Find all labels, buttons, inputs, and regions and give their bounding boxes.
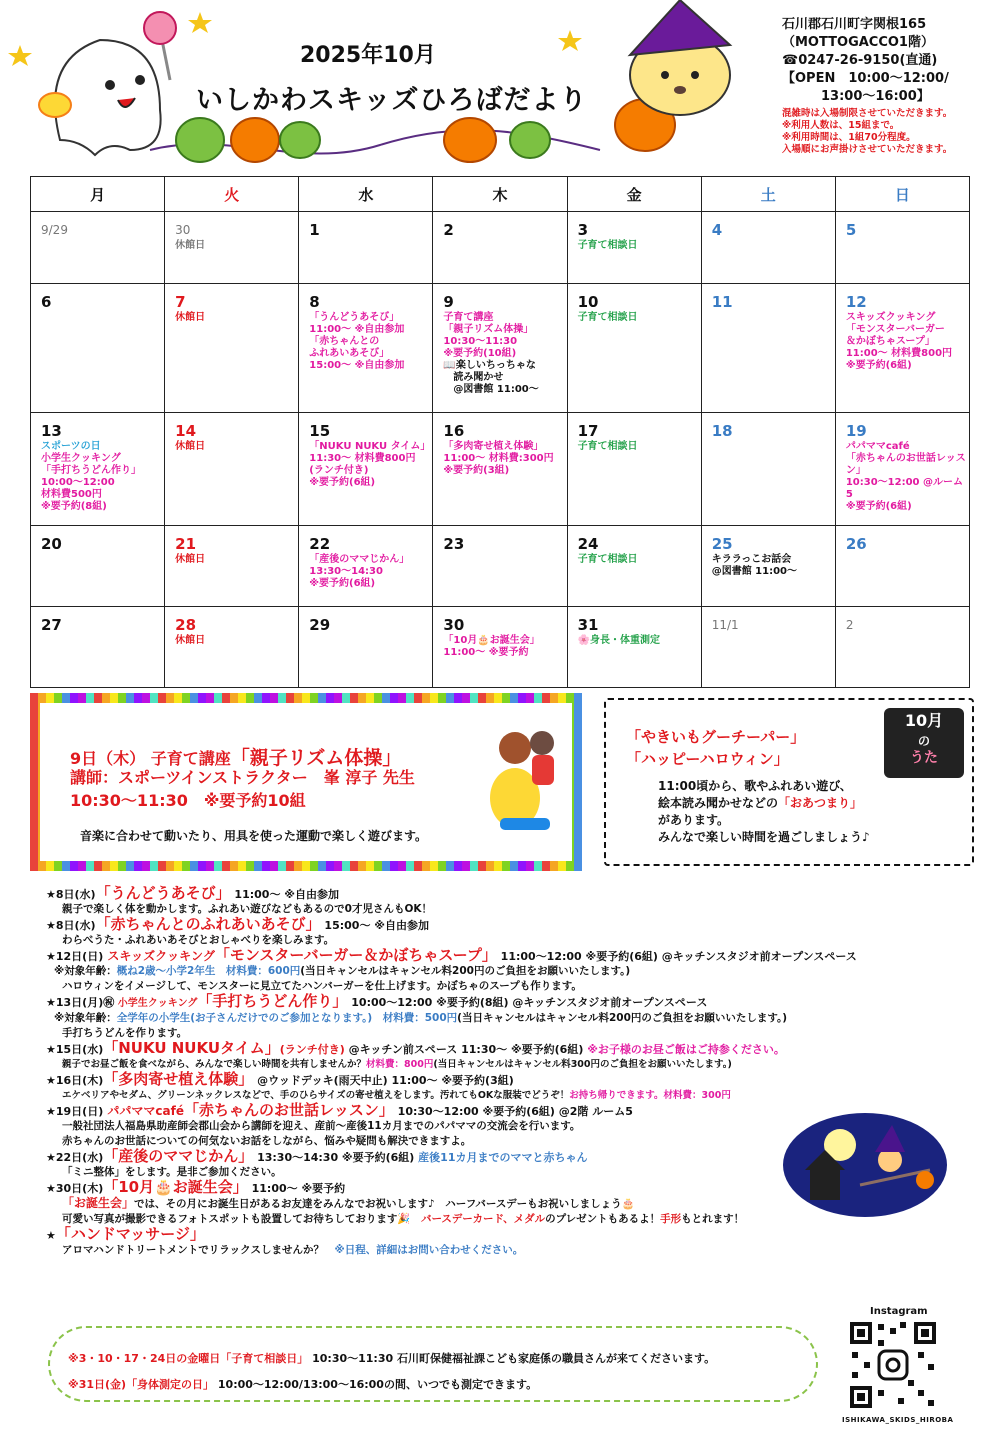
calendar-body xyxy=(31,212,970,688)
day-event-line: ※要予約(6組) xyxy=(845,360,912,371)
day-number: 7 xyxy=(175,293,186,311)
calendar-day-cell xyxy=(835,413,969,526)
event-detail-text: エケベリアやセダム、グリーンネックレスなどで、手のひらサイズの寄せ植えをします。汚れてもOKな服装でどうぞ！ xyxy=(62,1090,570,1101)
day-number: 19 xyxy=(845,422,867,440)
event-detail-highlight: バースデーカード、メダル xyxy=(420,1213,546,1225)
day-number: 3 xyxy=(577,221,588,239)
day-event-line: 休館日 xyxy=(175,635,206,646)
event-title: 「手打ちうどん作り」 xyxy=(197,992,348,1010)
event-detail-highlight: 概ね2歳～小学2年生 材料費：600円 xyxy=(116,965,301,977)
instagram-icon xyxy=(879,1351,907,1379)
lecture-title: 「親子リズム体操」 xyxy=(230,747,402,769)
song-title-1: 「やきいもグーチーパー」 xyxy=(626,728,806,746)
calendar-week-row xyxy=(31,607,970,688)
event-title: 「ハンドマッサージ」 xyxy=(55,1225,205,1243)
note-line: 混雑時は入場制限させていただきます。 xyxy=(782,108,953,119)
day-event-line: 13:30～14:30 xyxy=(309,566,383,577)
event-detail-text: では、その月にお誕生日があるお友達をみんなでお祝いします♪ ハーフバースデーもお祝いしましょう🎂 xyxy=(134,1198,635,1210)
calendar-day-cell xyxy=(433,212,567,284)
day-event-line: 15:00～ ※自由参加 xyxy=(309,360,405,371)
weekday-tue: 火 xyxy=(165,177,299,212)
day-number: 11 xyxy=(711,293,733,311)
calendar-day-cell xyxy=(31,607,165,688)
day-event-line: ＆かぼちゃスープ」 xyxy=(845,336,935,347)
day-event-line: ※要予約(6組) xyxy=(309,477,376,488)
witch-night-illustration xyxy=(780,1110,950,1220)
day-number: 21 xyxy=(175,535,197,553)
day-event-line: 材料費500円 xyxy=(41,489,102,500)
day-number: 24 xyxy=(577,535,599,553)
day-event-line: 「赤ちゃんとの xyxy=(309,336,380,347)
day-event-line: 11:00～ ※自由参加 xyxy=(309,324,405,335)
day-event-line: 11:00～ 材料費:300円 xyxy=(443,453,554,464)
event-detail-label: ※対象年齢： xyxy=(54,965,117,977)
event-info: 13:30～14:30 ※要予約(6組) xyxy=(253,1151,419,1164)
calendar-day-cell xyxy=(31,526,165,607)
page-year-month: 2025年10月 xyxy=(300,43,436,68)
calendar-day-cell xyxy=(701,526,835,607)
event-title: 「多肉寄せ植え体験」 xyxy=(103,1070,254,1088)
weekday-fri: 金 xyxy=(567,177,701,212)
weekday-sat: 土 xyxy=(701,177,835,212)
event-detail xyxy=(30,964,950,979)
event-info: @ウッドデッキ(雨天中止) 11:00～ ※要予約(3組) xyxy=(253,1074,514,1087)
day-event-line: 「多肉寄せ植え体験」 xyxy=(443,441,544,452)
calendar-day-cell xyxy=(433,284,567,413)
day-number: 8 xyxy=(309,293,320,311)
calendar-day-cell xyxy=(567,212,701,284)
day-number: 11/1 xyxy=(711,618,739,632)
day-number: 9 xyxy=(443,293,454,311)
day-event-line: 休館日 xyxy=(175,554,206,565)
calendar-day-cell xyxy=(433,607,567,688)
day-event-line: 休館日 xyxy=(175,312,206,323)
weekday-sun: 日 xyxy=(835,177,969,212)
calendar-day-cell xyxy=(31,413,165,526)
note-line: ※利用時間は、1組70分程度。 xyxy=(782,132,916,143)
calendar-week-row xyxy=(31,413,970,526)
event-info: 10:00～12:00 ※要予約(8組) @キッチンスタジオ前オープンスペース xyxy=(347,996,708,1009)
event-detail-text: (当日キャンセルはキャンセル料200円のご負担をお願いいたします。) xyxy=(457,1012,788,1024)
calendar-day-cell xyxy=(165,284,299,413)
event-detail-highlight: ※日程、詳細はお問い合わせください。 xyxy=(334,1244,524,1256)
day-event-line: 「NUKU NUKU タイム」 xyxy=(309,441,431,452)
day-number: 1 xyxy=(309,221,320,239)
ghost-icon xyxy=(55,40,161,155)
witch-dog-icon xyxy=(630,0,730,115)
instagram-handle: ISHIKAWA_SKIDS_HIROBA xyxy=(842,1416,954,1424)
day-event-line: 休館日 xyxy=(175,441,206,452)
calendar-day-cell xyxy=(299,413,433,526)
day-number: 23 xyxy=(443,535,465,553)
calendar-day-cell xyxy=(433,526,567,607)
event-category: 小学生クッキング xyxy=(114,998,198,1009)
calendar-day-cell xyxy=(299,212,433,284)
song-text: 絵本読み聞かせなどの xyxy=(658,796,779,810)
song-title-2: 「ハッピーハロウィン」 xyxy=(626,750,789,768)
consultation-line xyxy=(68,1350,715,1366)
event-row xyxy=(30,994,950,1011)
day-number: 30 xyxy=(443,616,465,634)
song-description xyxy=(658,778,870,846)
day-number: 14 xyxy=(175,422,197,440)
day-event-line: 10:00～12:00 xyxy=(41,477,115,488)
day-event-line: パパママcafé xyxy=(845,441,910,452)
day-number: 12 xyxy=(845,293,867,311)
measurement-title: 「身体測定の日」 xyxy=(126,1378,215,1391)
calendar-day-cell xyxy=(165,413,299,526)
event-detail-highlight: お持ち帰りできます。材料費：300円 xyxy=(569,1090,731,1101)
day-number: 27 xyxy=(41,616,62,634)
day-event-line: 子育て相談日 xyxy=(577,240,638,251)
event-date: ★13日(月)㊗ xyxy=(46,996,115,1009)
calendar-day-cell xyxy=(299,284,433,413)
day-event-line: (ランチ付き) xyxy=(309,465,369,476)
day-number: 15 xyxy=(309,422,331,440)
event-date: ★ xyxy=(46,1229,56,1242)
event-detail xyxy=(30,1011,950,1026)
event-detail: ハロウィンをイメージして、モンスターに見立てたハンバーガーを仕上げます。かぼちゃのスープも作ります。 xyxy=(62,980,582,992)
day-event-line: 「うんどうあそび」 xyxy=(309,312,400,323)
consultation-info: 10:30～11:30 石川町保健福祉課こども家庭係の職員さんが来てくださいます。 xyxy=(308,1352,716,1365)
event-detail-highlight: 材料費：800円 xyxy=(366,1059,434,1070)
event-info: 10:30～12:00 ※要予約(6組) @2階 ルーム5 xyxy=(393,1105,633,1118)
consultation-date: ※3・10・17・24日の金曜日 xyxy=(68,1352,221,1365)
consultation-title: 「子育て相談日」 xyxy=(220,1352,309,1365)
event-info: @キッチン前スペース 11:30～ ※要予約(6組) xyxy=(344,1043,588,1056)
address-block xyxy=(782,16,992,106)
event-row xyxy=(30,1227,950,1243)
event-row xyxy=(30,1041,950,1057)
mother-child-illustration xyxy=(480,723,570,833)
day-event-line: 子育て講座 xyxy=(443,312,494,323)
event-detail-text: もとれます！ xyxy=(681,1213,745,1225)
calendar-day-cell xyxy=(567,607,701,688)
day-event-line: 11:00～ ※要予約 xyxy=(443,647,529,658)
day-event-line: 読み聞かせ xyxy=(443,372,504,383)
calendar-day-cell xyxy=(165,607,299,688)
event-detail: 手打ちうどんを作ります。 xyxy=(62,1027,188,1039)
event-info: 11:00～12:00 ※要予約(6組) @キッチンスタジオ前オープンスペース xyxy=(496,950,857,963)
day-event-line: ※要予約(3組) xyxy=(443,465,510,476)
candy-icon xyxy=(39,93,71,117)
event-date: ★8日(水) xyxy=(46,919,96,932)
event-title: 「産後のママじかん」 xyxy=(103,1147,254,1165)
event-info: 11:00～ ※要予約 xyxy=(247,1182,346,1195)
event-title: 「10月🎂お誕生会」 xyxy=(103,1178,248,1196)
calendar-day-cell xyxy=(433,413,567,526)
day-number: 16 xyxy=(443,422,465,440)
calendar-day-cell xyxy=(165,526,299,607)
day-event-line: 子育て相談日 xyxy=(577,441,638,452)
event-date: ★12日(日) xyxy=(46,950,104,963)
day-number: 31 xyxy=(577,616,599,634)
event-info: 11:00～ ※自由参加 xyxy=(230,888,339,901)
day-number: 10 xyxy=(577,293,599,311)
day-event-line: キララっこお話会 xyxy=(711,554,792,565)
day-event-line: 10:30～11:30 xyxy=(443,336,518,347)
day-number: 2 xyxy=(443,221,454,239)
event-row xyxy=(30,948,950,964)
day-event-line: 子育て相談日 xyxy=(577,554,638,565)
day-number: 29 xyxy=(309,616,331,634)
note-line: ※利用人数は、15組まで。 xyxy=(782,120,900,131)
day-event-line: @図書館 11:00～ xyxy=(443,384,539,395)
day-number: 28 xyxy=(175,616,197,634)
day-number: 4 xyxy=(711,221,723,239)
page-title: いしかわスキッズひろばだより xyxy=(196,85,588,116)
day-event-line: ※要予約(8組) xyxy=(41,501,107,512)
badge-month: 10月 xyxy=(904,711,944,730)
day-number: 22 xyxy=(309,535,331,553)
day-event-line: スキッズクッキング xyxy=(845,312,936,323)
calendar-day-cell xyxy=(31,212,165,284)
song-highlight: 「おあつまり」 xyxy=(778,796,863,810)
event-detail: 親子で楽しく体を動かします。ふれあい遊びなどもあるので0才児さんもOK！ xyxy=(62,903,433,915)
day-number: 30 xyxy=(175,223,191,237)
day-event-line: 11:30～ 材料費800円 xyxy=(309,453,416,464)
event-detail: わらべうた・ふれあいあそびとおしゃべりを楽しみます。 xyxy=(62,934,335,946)
day-event-line: 10:30～12:00 @ルーム5 xyxy=(845,477,963,500)
event-detail: 一般社団法人福島県助産師会郡山会から講師を迎え、産前～産後11カ月までのパパママの交流会を行います。 xyxy=(62,1120,581,1132)
event-row xyxy=(30,917,950,933)
day-event-line: 「親子リズム体操」 xyxy=(443,324,534,335)
day-event-line: 🌸身長・体重測定 xyxy=(577,635,661,646)
event-detail-highlight: 手形 xyxy=(660,1213,682,1225)
day-number: 25 xyxy=(711,535,733,553)
measurement-info: 10:00～12:00/13:00～16:00の間、いつでも測定できます。 xyxy=(214,1378,538,1391)
lecture-box xyxy=(30,693,582,871)
day-event-line: ※要予約(10組) xyxy=(443,348,517,359)
calendar-week-row xyxy=(31,284,970,413)
day-event-line: @図書館 11:00～ xyxy=(711,566,798,577)
day-number: 2 xyxy=(845,618,854,632)
weekday-wed: 水 xyxy=(299,177,433,212)
day-event-line: 「10月🎂お誕生会」 xyxy=(443,635,540,646)
calendar-day-cell xyxy=(165,212,299,284)
badge-uta: うた xyxy=(910,750,938,766)
song-line xyxy=(658,795,870,812)
song-badge xyxy=(884,708,964,778)
event-row xyxy=(30,1072,950,1088)
weekday-mon: 月 xyxy=(31,177,165,212)
measurement-line xyxy=(68,1376,537,1392)
event-detail-label: ※対象年齢： xyxy=(54,1012,117,1024)
day-event-line: 11:00～ 材料費800円 xyxy=(845,348,953,359)
calendar-day-cell xyxy=(299,607,433,688)
calendar-week-row xyxy=(31,526,970,607)
calendar-table xyxy=(30,176,970,688)
day-number: 13 xyxy=(41,422,62,440)
song-line: 11:00頃から、歌やふれあい遊び、 xyxy=(658,779,852,793)
lecture-description: 音楽に合わせて動いたり、用具を使った運動で楽しく遊びます。 xyxy=(80,829,428,843)
day-event-line: 「産後のママじかん」 xyxy=(309,554,410,565)
event-detail-highlight: 全学年の小学生(お子さんだけでのご参加となります。) 材料費：500円 xyxy=(116,1012,458,1024)
event-detail xyxy=(30,1088,950,1103)
header xyxy=(0,0,1000,170)
consultation-box xyxy=(48,1326,818,1402)
calendar-day-cell xyxy=(835,284,969,413)
calendar-day-cell xyxy=(31,284,165,413)
day-event-line: 「手打ちうどん作り」 xyxy=(41,465,141,476)
day-event-line: 小学生クッキング xyxy=(41,453,121,464)
calendar-day-cell xyxy=(701,413,835,526)
event-detail-text: のプレゼントもあるよ！ xyxy=(545,1213,661,1225)
day-event-line: 休館日 xyxy=(175,240,206,251)
event-category: パパママcafé xyxy=(103,1104,184,1118)
event-detail: 「ミニ整体」をします。是非ご参加ください。 xyxy=(62,1166,282,1178)
event-category: スキッズクッキング xyxy=(103,949,215,963)
hours-line: 【OPEN 10:00～12:00/ xyxy=(782,71,949,86)
calendar-day-cell xyxy=(701,284,835,413)
event-date: ★30日(木) xyxy=(46,1182,104,1195)
day-event-line: 「赤ちゃんのお世話レッスン」 xyxy=(845,453,966,476)
event-detail-text: 可愛い写真が撮影できるフォトスポットも設置してお待ちしております🎉 xyxy=(62,1213,421,1225)
event-detail: 赤ちゃんのお世話についての何気ないお話をしながら、悩みや疑問も解決できますよ。 xyxy=(62,1135,472,1147)
event-info-highlight: 産後11カ月までのママと赤ちゃん xyxy=(418,1151,588,1164)
day-event-line: 📖楽しいちっちゃな xyxy=(443,360,536,371)
day-number: 5 xyxy=(845,221,857,239)
event-date: ★16日(木) xyxy=(46,1074,104,1087)
event-detail-text: アロマハンドトリートメントでリラックスしませんか？ xyxy=(62,1244,335,1256)
day-event-line: スポーツの日 xyxy=(41,441,101,452)
lecture-instructor: 講師：スポーツインストラクター 峯 淳子 先生 xyxy=(70,768,415,787)
song-box xyxy=(604,698,974,866)
calendar-day-cell xyxy=(299,526,433,607)
event-info-highlight: (ランチ付き) xyxy=(279,1043,345,1056)
day-number: 20 xyxy=(41,535,62,553)
calendar-day-cell xyxy=(567,413,701,526)
event-row xyxy=(30,886,950,902)
lecture-inner xyxy=(40,703,572,861)
event-detail-highlight: 「お誕生会」 xyxy=(62,1196,135,1210)
day-number: 17 xyxy=(577,422,599,440)
address-line: （MOTTOGACCO1階） xyxy=(782,35,934,50)
event-title: 「赤ちゃんのお世話レッスン」 xyxy=(183,1101,394,1119)
calendar-day-cell xyxy=(835,607,969,688)
calendar-week-row xyxy=(31,212,970,284)
day-number: 9/29 xyxy=(41,223,68,237)
badge-no: の xyxy=(917,734,930,748)
phone-line: ☎0247-26-9150(直通) xyxy=(782,53,938,68)
event-info-note: ※お子様のお昼ご飯はご持参ください。 xyxy=(587,1043,785,1056)
weekday-header-row xyxy=(31,177,970,212)
day-number: 18 xyxy=(711,422,733,440)
event-detail-text: 親子でお昼ご飯を食べながら、みんなで楽しい時間を共有しませんか？ xyxy=(62,1059,367,1070)
calendar-day-cell xyxy=(567,526,701,607)
event-title: 「モンスターバーガー＆かぼちゃスープ」 xyxy=(214,946,497,964)
event-date: ★22日(水) xyxy=(46,1151,104,1164)
song-line: があります。 xyxy=(658,813,730,827)
weekday-thu: 木 xyxy=(433,177,567,212)
event-title: 「赤ちゃんとのふれあいあそび」 xyxy=(95,915,321,933)
event-detail xyxy=(30,1243,950,1258)
song-line: みんなで楽しい時間を過ごしましょう♪ xyxy=(658,830,870,844)
calendar-day-cell xyxy=(701,607,835,688)
day-number: 6 xyxy=(41,293,52,311)
event-title: 「NUKU NUKUタイム」 xyxy=(103,1039,280,1057)
hours-line: 13:00～16:00】 xyxy=(782,89,930,104)
event-detail-text: (当日キャンセルはキャンセル料300円のご負担をお願いいたします。) xyxy=(433,1059,732,1070)
lecture-time: 10:30～11:30 ※要予約10組 xyxy=(70,791,306,810)
measurement-date: ※31日(金) xyxy=(68,1378,127,1391)
event-title: 「うんどうあそび」 xyxy=(95,884,231,902)
usage-notes xyxy=(782,108,996,156)
event-date: ★8日(水) xyxy=(46,888,96,901)
calendar-day-cell xyxy=(835,212,969,284)
calendar-day-cell xyxy=(835,526,969,607)
event-info: 15:00～ ※自由参加 xyxy=(320,919,429,932)
day-event-line: 子育て相談日 xyxy=(577,312,638,323)
day-event-line: ※要予約(6組) xyxy=(845,501,912,512)
event-date: ★19日(日) xyxy=(46,1105,104,1118)
lecture-date: 9日（木） 子育て講座 xyxy=(70,749,231,768)
address-line: 石川郡石川町字関根165 xyxy=(782,17,927,32)
event-detail-text: (当日キャンセルはキャンセル料200円のご負担をお願いいたします。) xyxy=(300,965,631,977)
note-line: 入場順にお声掛けさせていただきます。 xyxy=(782,144,953,155)
instagram-qr-code[interactable] xyxy=(848,1320,938,1410)
instagram-label: Instagram xyxy=(870,1306,928,1317)
day-event-line: ※要予約(6組) xyxy=(309,578,376,589)
day-number: 26 xyxy=(845,535,867,553)
event-date: ★15日(水) xyxy=(46,1043,104,1056)
calendar-day-cell xyxy=(567,284,701,413)
day-event-line: 「モンスターバーガー xyxy=(845,324,945,335)
calendar-day-cell xyxy=(701,212,835,284)
day-event-line: ふれあいあそび」 xyxy=(309,348,390,359)
